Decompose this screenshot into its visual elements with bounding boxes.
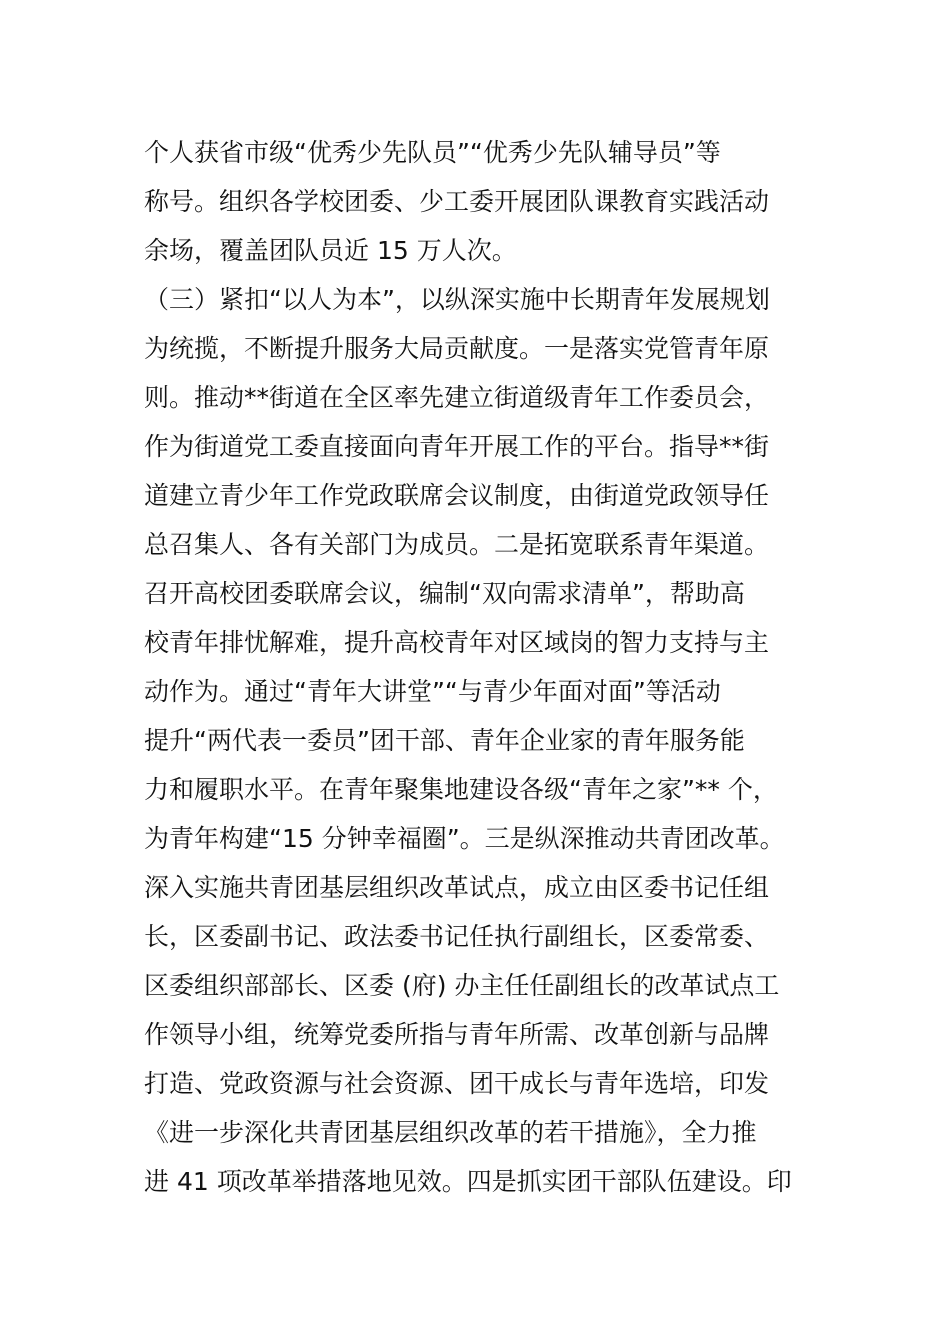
- text-line: 动作为。通过“青年大讲堂”“与青少年面对面”等活动: [144, 677, 721, 706]
- text-line: 进 41 项改革举措落地见效。四是抓实团干部队伍建设。印: [144, 1167, 792, 1196]
- text-line: 深入实施共青团基层组织改革试点，成立由区委书记任组: [144, 873, 770, 902]
- text-line: 打造、党政资源与社会资源、团干成长与青年选培，印发: [144, 1069, 770, 1098]
- text-line: 提升“两代表一委员”团干部、青年企业家的青年服务能: [144, 726, 745, 755]
- text-line: （三）紧扣“以人为本”，以纵深实施中长期青年发展规划: [144, 285, 770, 314]
- text-line: 为青年构建“15 分钟幸福圈”。三是纵深推动共青团改革。: [144, 824, 785, 853]
- text-line: 道建立青少年工作党政联席会议制度，由街道党政领导任: [144, 481, 770, 510]
- text-line: 力和履职水平。在青年聚集地建设各级“青年之家”** 个，: [144, 775, 778, 804]
- text-line: 召开高校团委联席会议，编制“双向需求清单”，帮助高: [144, 579, 745, 608]
- text-line: 称号。组织各学校团委、少工委开展团队课教育实践活动: [144, 187, 770, 216]
- text-line: 作为街道党工委直接面向青年开展工作的平台。指导**街: [144, 432, 770, 461]
- document-body: [144, 128, 824, 1206]
- text-line: 总召集人、各有关部门为成员。二是拓宽联系青年渠道。: [144, 530, 770, 559]
- text-line: 余场，覆盖团队员近 15 万人次。: [144, 236, 517, 265]
- text-line: 校青年排忧解难，提升高校青年对区域岗的智力支持与主: [144, 628, 770, 657]
- text-line: 则。推动**街道在全区率先建立街道级青年工作委员会，: [144, 383, 770, 412]
- text-line: 区委组织部部长、区委 (府) 办主任任副组长的改革试点工: [144, 971, 780, 1000]
- text-line: 长，区委副书记、政法委书记任执行副组长，区委常委、: [144, 922, 770, 951]
- text-line: 作领导小组，统筹党委所指与青年所需、改革创新与品牌: [144, 1020, 770, 1049]
- text-line: 为统揽，不断提升服务大局贡献度。一是落实党管青年原: [144, 334, 770, 363]
- text-line: 个人获省市级“优秀少先队员”“优秀少先队辅导员”等: [144, 138, 721, 167]
- text-line: 《进一步深化共青团基层组织改革的若干措施》，全力推: [144, 1118, 757, 1147]
